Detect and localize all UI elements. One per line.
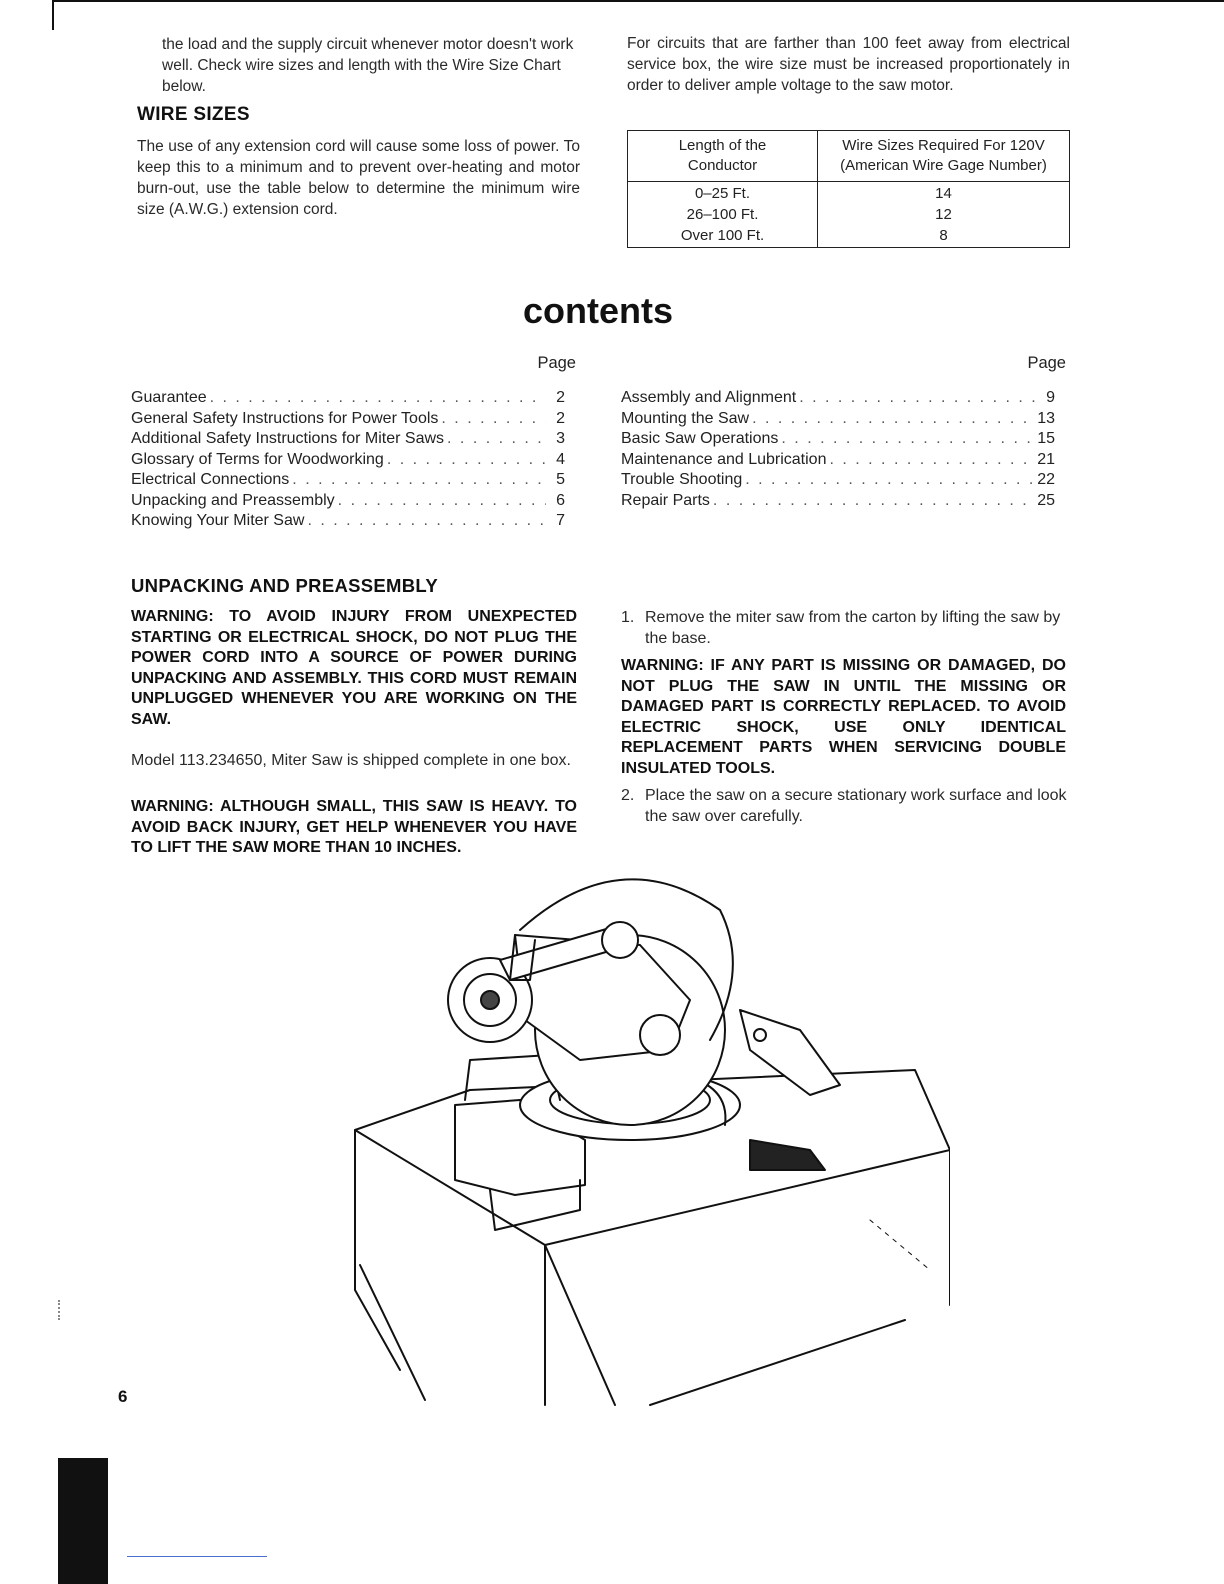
- wire-table-body-row: [628, 182, 1070, 248]
- toc-label: General Safety Instructions for Power Tools: [131, 409, 439, 427]
- toc-label: Glossary of Terms for Woodworking: [131, 450, 384, 468]
- toc-page: 15: [1037, 430, 1055, 447]
- toc-item[interactable]: [621, 429, 1055, 450]
- toc-label: Maintenance and Lubrication: [621, 450, 827, 468]
- intro-left-text: the load and the supply circuit whenever motor doesn't work well. Check wire sizes and length with the Wire Size Chart below.: [162, 36, 574, 95]
- toc-page: 6: [556, 491, 565, 509]
- contents-page-label-right: Page: [1027, 354, 1066, 372]
- unpacking-heading: UNPACKING AND PREASSEMBLY: [131, 575, 438, 596]
- motor-bolt: [481, 991, 499, 1009]
- toc-label: Trouble Shooting: [621, 471, 743, 488]
- model-text: Model 113.234650, Miter Saw is shipped complete in one box.: [131, 752, 571, 769]
- toc-label: Knowing Your Miter Saw: [131, 512, 305, 529]
- lower-guard-knob: [640, 1015, 680, 1055]
- toc-item[interactable]: [131, 388, 565, 409]
- toc-page: 2: [556, 409, 565, 427]
- toc-item[interactable]: [621, 470, 1055, 491]
- wire-length-1: 26–100 Ft.: [686, 206, 759, 223]
- toc-label: Additional Safety Instructions for Miter Saws: [131, 430, 445, 447]
- contents-left-list: [131, 388, 565, 532]
- toc-page: 9: [1046, 389, 1055, 406]
- step-2: [621, 785, 1067, 827]
- wire-sizes-body: The use of any extension cord will cause some loss of power. To keep this to a minimum and to prevent over-heating and motor burn-out, use the table below to determine the minimum wire size (A.W.G.) extension cord.: [137, 138, 580, 218]
- toc-item[interactable]: [131, 470, 565, 491]
- toc-page: 3: [556, 430, 565, 447]
- toc-page: 5: [556, 471, 565, 488]
- carton-flap-left: [360, 1265, 425, 1400]
- toc-item[interactable]: [621, 388, 1055, 409]
- wire-table-header-row: [628, 131, 1070, 182]
- intro-right-text: For circuits that are farther than 100 feet away from electrical service box, the wire size must be increased proportionately in order to deliver ample voltage to the saw motor.: [627, 35, 1070, 94]
- toc-page: 22: [1037, 471, 1055, 488]
- arm-pivot: [602, 922, 638, 958]
- toc-item[interactable]: [621, 450, 1055, 471]
- wire-size-1: 12: [935, 206, 952, 223]
- scan-border-left: [52, 0, 54, 30]
- wire-table-col1-header: Length of the Conductor: [628, 131, 818, 182]
- contents-title: contents: [522, 290, 673, 331]
- toc-item[interactable]: [131, 409, 565, 430]
- toc-item[interactable]: [621, 409, 1055, 430]
- scan-black-corner: [58, 1458, 108, 1584]
- toc-page: 7: [556, 512, 565, 529]
- toc-item[interactable]: [131, 450, 565, 471]
- step-1-number: 1.: [621, 609, 635, 626]
- carton-flap-right: [650, 1320, 905, 1405]
- miter-saw-illustration: [330, 850, 950, 1410]
- wire-sizes-heading: WIRE SIZES: [137, 104, 250, 125]
- toc-label: Electrical Connections: [131, 471, 290, 488]
- grip-handle: [740, 1010, 840, 1095]
- wire-length-2: Over 100 Ft.: [680, 227, 765, 244]
- wire-size-0: 14: [935, 185, 952, 202]
- toc-item[interactable]: [131, 491, 565, 512]
- toc-label: Mounting the Saw: [621, 409, 750, 427]
- toc-label: Unpacking and Preassembly: [131, 491, 335, 509]
- toc-page: 2: [556, 389, 565, 406]
- scan-bottom-line: [127, 1556, 267, 1557]
- scan-border-top: [52, 0, 1224, 2]
- wire-table-size-cell: [818, 182, 1070, 248]
- wire-size-2: 8: [939, 227, 948, 244]
- toc-page: 21: [1037, 450, 1055, 468]
- carton-flap-center: [545, 1245, 615, 1405]
- toc-page: 13: [1037, 409, 1055, 427]
- toc-page: 25: [1037, 491, 1055, 509]
- step-1: [621, 607, 1067, 649]
- step-2-number: 2.: [621, 787, 635, 804]
- contents-right-list: [621, 388, 1055, 511]
- wire-size-table: [627, 130, 1070, 248]
- unpacking-warning-1: WARNING: TO AVOID INJURY FROM UNEXPECTED STARTING OR ELECTRICAL SHOCK, DO NOT PLUG THE POWER CORD INTO A SOURCE OF POWER DURING UNPACKING AND ASSEMBLY. THIS CORD MUST REMAIN UNPLUGGED WHENEVER YOU ARE WORKING ON THE SAW.: [131, 608, 577, 728]
- wire-table-col2-header: Wire Sizes Required For 120V (American Wire Gage Number): [818, 131, 1070, 182]
- toc-page: 4: [556, 450, 565, 468]
- step-1-text: Remove the miter saw from the carton by lifting the saw by the base.: [645, 609, 1061, 647]
- wire-table-length-cell: [628, 182, 818, 248]
- unpacking-warning-2: WARNING: ALTHOUGH SMALL, THIS SAW IS HEAVY. TO AVOID BACK INJURY, GET HELP WHENEVER YOU HAVE TO LIFT THE SAW MORE THAN 10 INCHES.: [131, 798, 577, 856]
- toc-item[interactable]: [621, 491, 1055, 512]
- toc-label: Basic Saw Operations: [621, 430, 779, 447]
- toc-label: Repair Parts: [621, 491, 710, 509]
- toc-label: Guarantee: [131, 389, 207, 406]
- step-2-text: Place the saw on a secure stationary work surface and look the saw over carefully.: [645, 787, 1067, 825]
- page-number: 6: [118, 1387, 128, 1406]
- toc-label: Assembly and Alignment: [621, 389, 797, 406]
- toc-item[interactable]: [131, 429, 565, 450]
- scan-edge-marks: [58, 1300, 62, 1320]
- unpacking-warning-3: WARNING: IF ANY PART IS MISSING OR DAMAGED, DO NOT PLUG THE SAW IN UNTIL THE MISSING OR DAMAGED PART IS CORRECTLY REPLACED. TO AVOID ELECTRIC SHOCK, USE ONLY IDENTICAL REPLACEMENT PARTS WHEN SERVICING DOUBLE INSULATED TOOLS.: [621, 657, 1066, 777]
- miter-handle: [750, 1140, 825, 1170]
- wire-length-0: 0–25 Ft.: [694, 185, 751, 202]
- carton-dashes: [870, 1220, 930, 1270]
- toc-item[interactable]: [131, 511, 565, 532]
- contents-page-label-left: Page: [537, 354, 576, 372]
